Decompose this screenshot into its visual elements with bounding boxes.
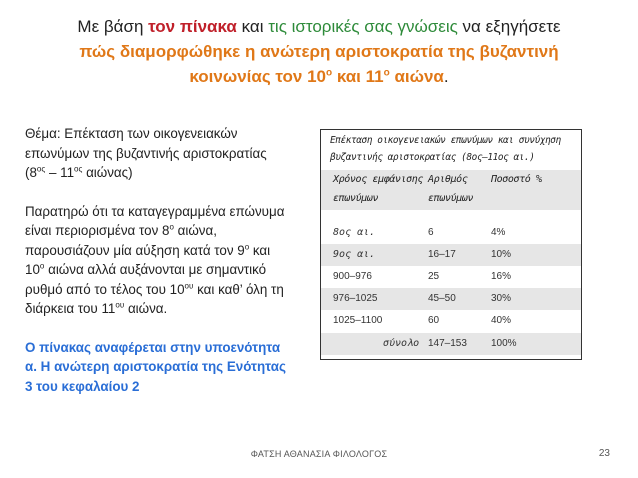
table-row: [321, 222, 581, 244]
text: Θέμα: Επέκταση των οικογενειακών επωνύμων της βυζαντινής αριστοκρατίας (8: [25, 126, 267, 180]
left-text-column: [25, 124, 287, 396]
header-count-2: επωνύμων: [428, 193, 473, 204]
table-header: [321, 170, 581, 210]
slide-title: [20, 14, 618, 89]
title-text: να εξηγήσετε: [457, 17, 561, 36]
cell-period: 1025–1100: [333, 315, 383, 326]
cell-percent: 10%: [491, 249, 512, 260]
sup: ος: [74, 164, 83, 174]
table-caption-line-1: Επέκταση οικογενειακών επωνύμων και συνύχηση: [330, 135, 561, 146]
title-highlight-table: τον πίνακα: [148, 17, 237, 36]
total-label: σύνολο: [383, 338, 420, 349]
sup: ου: [184, 281, 194, 291]
sup: ο: [39, 261, 45, 271]
title-sup: ο: [383, 67, 390, 79]
cell-count: 6: [428, 227, 434, 238]
total-percent: 100%: [491, 338, 517, 349]
header-period: Χρόνος εμφάνισης: [333, 174, 423, 185]
cell-count: 60: [428, 315, 440, 326]
title-line-1: [20, 14, 618, 39]
text: αιώνας): [82, 165, 133, 180]
page-number: 23: [598, 448, 610, 459]
cell-period: 976–1025: [333, 293, 378, 304]
title-line-3: [20, 64, 618, 89]
sup: ου: [115, 300, 125, 310]
table-row: [321, 310, 581, 332]
cell-percent: 16%: [491, 271, 512, 282]
topic-paragraph: [25, 124, 287, 183]
total-count: 147–153: [428, 338, 467, 349]
title-text: Με βάση: [77, 17, 149, 36]
title-highlight-knowledge: τις ιστορικές σας γνώσεις: [268, 17, 458, 36]
table-row: [321, 266, 581, 288]
cell-count: 45–50: [428, 293, 456, 304]
cell-count: 16–17: [428, 249, 456, 260]
header-period-2: επωνύμων: [333, 193, 378, 204]
header-count: Αριθμός: [428, 174, 468, 185]
surnames-table: [320, 129, 582, 360]
text: αιώνα αλλά αυξάνονται με σημαντικό ρυθμό από το τέλος του 10: [25, 262, 267, 297]
title-sup: ο: [325, 67, 333, 79]
text: και 10: [25, 242, 271, 277]
cell-percent: 4%: [491, 227, 506, 238]
sup: ο: [169, 222, 174, 232]
text: και καθ’ όλη τη διάρκεια του 11: [25, 281, 284, 316]
reference-paragraph: Ο πίνακας αναφέρεται στην υποενότητα α. Η ανώτερη αριστοκρατία της Ενότητας 3 του κεφαλαίου 2: [25, 339, 286, 394]
cell-percent: 30%: [491, 293, 512, 304]
title-text: και 11: [332, 67, 384, 86]
header-percent: Ποσοστό %: [491, 174, 542, 185]
sup: ος: [36, 164, 46, 174]
title-text: αιώνα: [389, 67, 444, 86]
cell-period: 9ος αι.: [333, 249, 376, 260]
title-text: κοινωνίας τον 10: [189, 67, 326, 86]
table-total-row: [321, 333, 581, 355]
cell-period: 8ος αι.: [333, 227, 376, 238]
cell-percent: 40%: [491, 315, 512, 326]
text: – 11: [45, 165, 75, 180]
table-caption-line-2: βυζαντινής αριστοκρατίας (8ος–11ος αι.): [330, 152, 535, 163]
text: αιώνα, παρουσιάζουν μία αύξηση κατά τον 9: [25, 223, 245, 258]
observation-paragraph: [25, 202, 287, 319]
cell-count: 25: [428, 271, 440, 282]
cell-period: 900–976: [333, 271, 372, 282]
title-text: και: [236, 17, 269, 36]
title-text: .: [443, 67, 449, 86]
text: Παρατηρώ ότι τα καταγεγραμμένα επώνυμα είναι περιορισμένα τον 8: [25, 203, 285, 238]
sup: ο: [244, 242, 250, 252]
title-line-2: πώς διαμορφώθηκε η ανώτερη αριστοκρατία της βυζαντινή: [79, 42, 559, 61]
text: αιώνα.: [124, 301, 168, 316]
footer-author: ΦΑΤΣΗ ΑΘΑΝΑΣΙΑ ΦΙΛΟΛΟΓΟΣ: [250, 449, 388, 459]
table-row: [321, 288, 581, 310]
table-row: [321, 244, 581, 266]
